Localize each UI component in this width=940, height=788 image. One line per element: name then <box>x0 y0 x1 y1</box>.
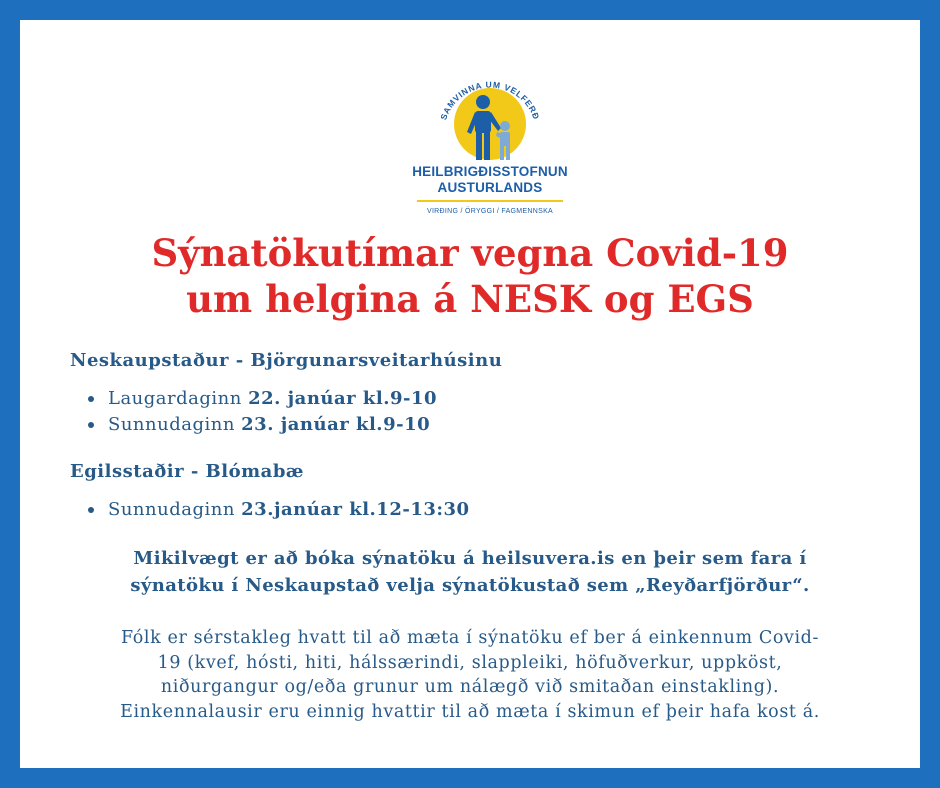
date-time: 22. janúar kl.9-10 <box>248 388 438 409</box>
booking-note <box>20 545 920 599</box>
date-time: 23. janúar kl.9-10 <box>241 414 431 435</box>
symptoms-info <box>70 626 870 724</box>
note-line1: Mikilvægt er að bóka sýnatöku á heilsuvera.is en þeir sem fara í <box>133 548 807 569</box>
info-line4: Einkennalausir eru einnig hvattir til að mæta í skimun ef þeir hafa kost á. <box>120 701 820 722</box>
org-name-line1: HEILBRIGÐISSTOFNUN <box>412 164 568 179</box>
info-line1: Fólk er sérstakleg hvatt til að mæta í sýnatöku ef ber á einkennum Covid- <box>121 628 819 648</box>
location-heading-neskaupstadur: Neskaupstaður - Björgunarsveitarhúsinu <box>70 350 503 371</box>
note-line2: sýnatöku í Neskaupstað velja sýnatökustað sem „Reyðarfjörður“. <box>130 575 810 596</box>
day-label: Sunnudaginn <box>108 414 242 435</box>
bullet-icon <box>88 507 94 513</box>
list-item <box>108 412 437 438</box>
date-time: 23.janúar kl.12-13:30 <box>241 499 470 520</box>
location-heading-egilsstadir: Egilsstaðir - Blómabæ <box>70 461 304 482</box>
org-name-line2: AUSTURLANDS <box>437 180 543 195</box>
egilsstadir-times <box>108 497 470 523</box>
logo-arc-text: SAMVINNA UM VELFERÐ <box>438 79 542 122</box>
org-values: VIRÐING / ÖRYGGI / FAGMENNSKA <box>426 208 554 215</box>
day-label: Sunnudaginn <box>108 499 242 520</box>
list-item <box>108 386 437 412</box>
bullet-icon <box>88 396 94 402</box>
info-line2: 19 (kvef, hósti, hiti, hálssærindi, slappleiki, höfuðverkur, uppköst, <box>157 652 783 673</box>
logo-divider <box>417 200 563 202</box>
list-item <box>108 497 470 523</box>
poster-card <box>20 20 920 768</box>
info-line3: niðurgangur og/eða grunur um nálægð við smitaðan einstakling). <box>160 677 780 697</box>
neskaupstadur-times <box>108 386 437 438</box>
title-line2: um helgina á NESK og EGS <box>186 277 754 321</box>
hsa-logo <box>405 50 575 230</box>
bullet-icon <box>88 422 94 428</box>
page-title <box>20 230 920 322</box>
day-label: Laugardaginn <box>108 388 249 409</box>
title-line1: Sýnatökutímar vegna Covid-19 <box>151 231 789 275</box>
logo-emblem <box>405 50 575 162</box>
